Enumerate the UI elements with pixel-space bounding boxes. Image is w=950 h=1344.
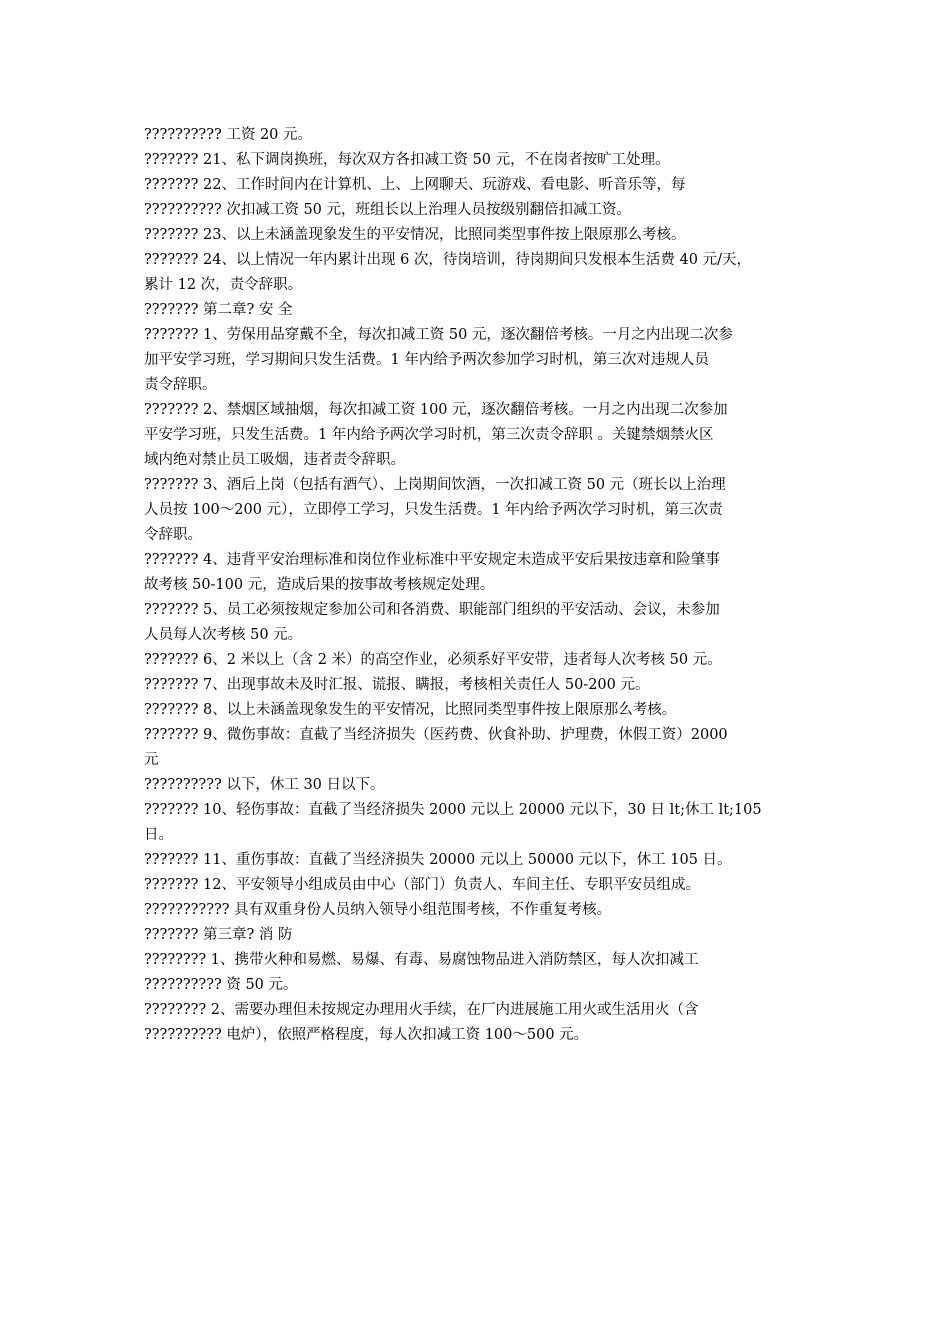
- text-line: ??????? 第三章? 消 防: [144, 927, 293, 943]
- text-line: ??????????? 具有双重身份人员纳入领导小组范围考核，不作重复考核。: [144, 902, 612, 918]
- text-line: ???????? 2、需要办理但未按规定办理用火手续，在厂内进展施工用火或生活用火（含: [144, 1002, 699, 1018]
- text-line: 故考核 50-100 元，造成后果的按事故考核规定处理。: [144, 577, 495, 593]
- text-line: 责令辞职。: [144, 377, 217, 393]
- document-body: [144, 123, 814, 1048]
- text-line: ??????? 23、以上未涵盖现象发生的平安情况，比照同类型事件按上限原那么考核。: [144, 227, 686, 243]
- text-line: ??????? 11、重伤事故：直截了当经济损失 20000 元以上 50000 元以下，休工 105 日。: [144, 852, 732, 868]
- text-line: ??????? 12、平安领导小组成员由中心（部门）负责人、车间主任、专职平安员组成。: [144, 877, 700, 893]
- text-line: ??????? 24、以上情况一年内累计出现 6 次，待岗培训，待岗期间只发根本生活费 40 元/天，: [144, 252, 751, 268]
- text-line: ??????? 9、微伤事故：直截了当经济损失（医药费、伙食补助、护理费，休假工资）2000: [144, 727, 728, 743]
- text-line: 日。: [144, 827, 173, 843]
- text-line: ??????? 6、2 米以上（含 2 米）的高空作业，必须系好平安带，违者每人次考核 50 元。: [144, 652, 722, 668]
- text-line: ??????? 2、禁烟区域抽烟，每次扣减工资 100 元，逐次翻倍考核。一月之内出现二次参加: [144, 402, 728, 418]
- text-line: ??????? 7、出现事故未及时汇报、谎报、瞒报，考核相关责任人 50-200 元。: [144, 677, 650, 693]
- text-line: ?????????? 次扣减工资 50 元，班组长以上治理人员按级别翻倍扣减工资。: [144, 202, 632, 218]
- text-line: ?????????? 工资 20 元。: [144, 127, 313, 143]
- text-line: ??????? 3、酒后上岗（包括有酒气）、上岗期间饮酒，一次扣减工资 50 元（班长以上治理: [144, 477, 726, 493]
- text-line: ??????? 8、以上未涵盖现象发生的平安情况，比照同类型事件按上限原那么考核。: [144, 702, 677, 718]
- text-line: ?????????? 资 50 元。: [144, 977, 298, 993]
- text-line: 人员每人次考核 50 元。: [144, 627, 303, 643]
- text-line: ??????? 22、工作时间内在计算机、上、上网聊天、玩游戏、看电影、听音乐等，每: [144, 177, 686, 193]
- text-line: ??????? 第二章? 安 全: [144, 302, 293, 318]
- text-line: ?????????? 以下，休工 30 日以下。: [144, 777, 385, 793]
- text-line: 元: [144, 752, 159, 768]
- text-line: ??????? 10、轻伤事故：直截了当经济损失 2000 元以上 20000 元以下，30 日 lt;休工 lt;105: [144, 802, 762, 818]
- text-line: 域内绝对禁止员工吸烟，违者责令辞职。: [144, 452, 405, 468]
- text-line: ???????? 1、携带火种和易燃、易爆、有毒、易腐蚀物品进入消防禁区，每人次扣减工: [144, 952, 699, 968]
- text-line: 人员按 100～200 元），立即停工学习，只发生活费。1 年内给予两次学习时机，第三次责: [144, 502, 723, 518]
- text-line: ?????????? 电炉），依照严格程度，每人次扣减工资 100～500 元。: [144, 1027, 589, 1043]
- text-line: 平安学习班，只发生活费。1 年内给予两次学习时机，第三次责令辞职 。关键禁烟禁火区: [144, 427, 714, 443]
- text-line: ??????? 1、劳保用品穿戴不全，每次扣减工资 50 元，逐次翻倍考核。一月之内出现二次参: [144, 327, 733, 343]
- text-line: 累计 12 次，责令辞职。: [144, 277, 303, 293]
- text-line: ??????? 21、私下调岗换班，每次双方各扣减工资 50 元，不在岗者按旷工处理。: [144, 152, 670, 168]
- text-line: 令辞职。: [144, 527, 202, 543]
- text-line: 加平安学习班，学习期间只发生活费。1 年内给予两次参加学习时机，第三次对违规人员: [144, 352, 709, 368]
- text-line: ??????? 4、违背平安治理标准和岗位作业标准中平安规定未造成平安后果按违章和险肇事: [144, 552, 720, 568]
- text-line: ??????? 5、员工必须按规定参加公司和各消费、职能部门组织的平安活动、会议，未参加: [144, 602, 720, 618]
